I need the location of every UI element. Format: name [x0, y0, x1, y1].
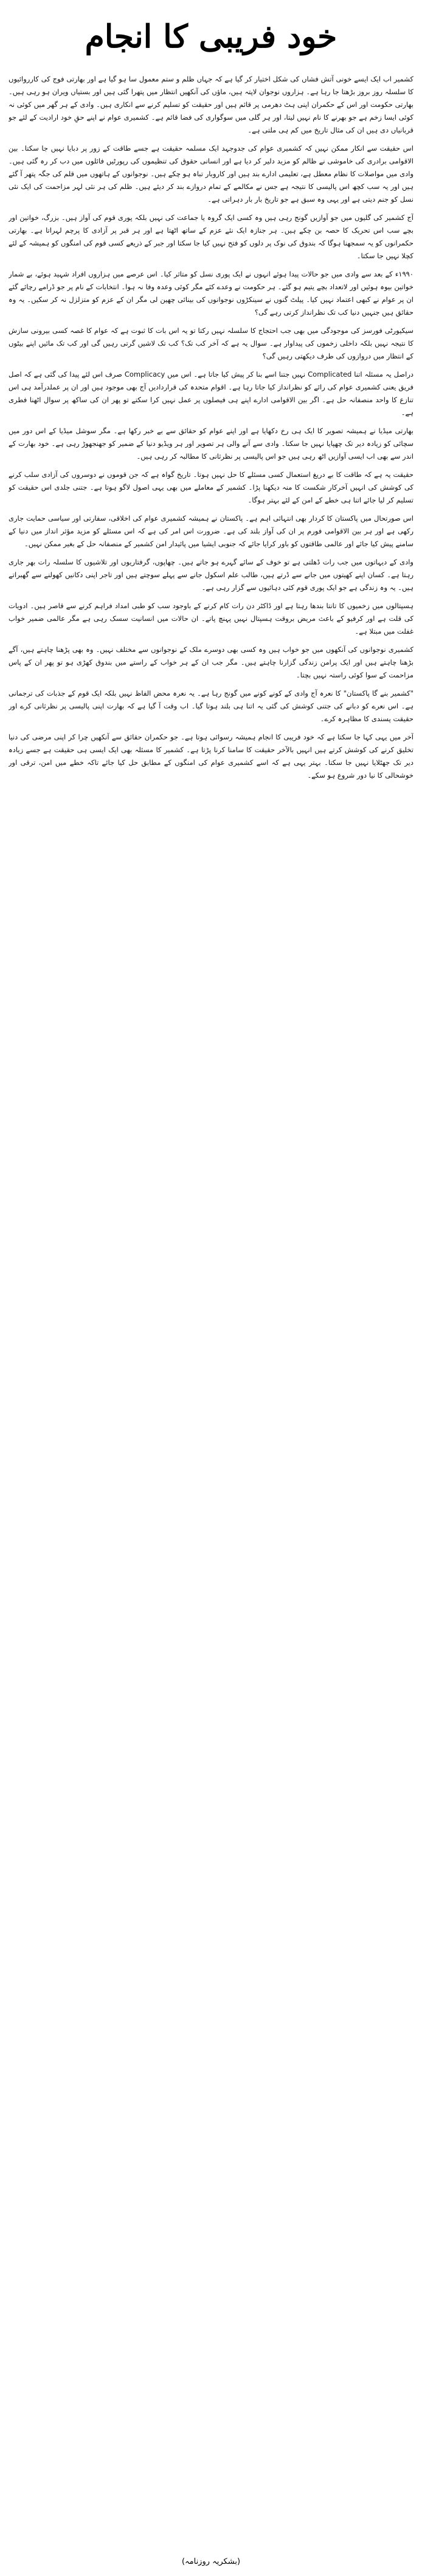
article-paragraph: وادی کے دیہاتوں میں جب رات ڈھلتی ہے تو خوف کے سائے گہرے ہو جاتے ہیں۔ چھاپوں، گرفتاریوں اور تلاشیوں کا سلسلہ رات بھر جاری رہتا ہے۔ کسان اپنے کھیتوں میں جانے سے ڈرتے ہیں، طالب علم اسکول جانے سے پہلے سوچتے ہیں اور تاجر اپنی دکانیں کھولنے سے گھبراتے ہیں۔ یہ وہ زندگی ہے جو ایک پوری قوم کئی دہائیوں سے گزار رہی ہے۔	[9, 558, 413, 592]
article-paragraph: دراصل یہ مسئلہ اتنا Complicated نہیں جتنا اسے بنا کر پیش کیا جاتا ہے۔ اس میں Complicacy صرف اس لئے پیدا کی گئی ہے کہ اصل فریق یعنی کشمیری عوام کی رائے کو نظرانداز کیا جاتا رہا ہے۔ اقوام متحدہ کی قراردادیں آج بھی موجود ہیں اور ان پر عملدرآمد ہی اس تنازع کا واحد منصفانہ حل ہے۔ اگر بین الاقوامی ادارے اپنے ہی فیصلوں پر عمل نہیں کرا سکتے تو پھر ان کی ساکھ پر سوال اٹھنا فطری ہے۔	[9, 370, 413, 417]
headline-area	[0, 6, 422, 67]
article-paragraph: سیکیورٹی فورسز کی موجودگی میں بھی جب احتجاج کا سلسلہ نہیں رکتا تو یہ اس بات کا ثبوت ہے کہ عوام کا غصہ کسی بیرونی سازش کا نتیجہ نہیں بلکہ داخلی زخموں کی پیداوار ہے۔ سوال یہ ہے کہ آخر کب تک؟ کب تک لاشیں گرتی رہیں گی اور کب تک مائیں اپنے بیٹوں کے انتظار میں دروازوں کی طرف دیکھتی رہیں گی؟	[9, 326, 413, 360]
article-paragraph: کشمیر اب ایک ایسے خونی آتش فشاں کی شکل اختیار کر گیا ہے کہ جہاں ظلم و ستم معمول سا ہو گیا ہے اور بھارتی فوج کی کارروائیوں کا سلسلہ روز بروز بڑھتا جا رہا ہے۔ ہزاروں نوجوان لاپتہ ہیں، ماؤں کی آنکھیں انتظار میں پتھرا گئی ہیں اور بستیاں ویران ہو رہی ہیں۔ بھارتی حکومت اور اس کے حکمران اپنی ہٹ دھرمی پر قائم ہیں اور حقیقت کو تسلیم کرنے سے انکاری ہیں۔ وادی کے ہر گھر میں کوئی نہ کوئی ایسا زخم ہے جو بھرنے کا نام نہیں لیتا، اور ہر گلی میں سوگواری کی فضا قائم ہے۔ کشمیری عوام نے اپنے حقِ خود ارادیت کے لئے جو قربانیاں دی ہیں ان کی مثال تاریخ میں کم ہی ملتی ہے۔	[9, 75, 413, 134]
article-paragraph: آج کشمیر کی گلیوں میں جو آوازیں گونج رہی ہیں وہ کسی ایک گروہ یا جماعت کی نہیں بلکہ پوری قوم کی آواز ہیں۔ بزرگ، خواتین اور بچے سب اس تحریک کا حصہ بن چکے ہیں۔ ہر جنازہ ایک نئے عزم کے ساتھ اٹھتا ہے اور ہر قبر پر آزادی کا پرچم لہراتا ہے۔ بھارتی حکمرانوں کو یہ سمجھنا ہوگا کہ بندوق کی نوک پر دلوں کو فتح نہیں کیا جا سکتا اور جبر کے ذریعے کسی قوم کی امنگوں کو ہمیشہ کے لئے کچلا نہیں جا سکتا۔	[9, 213, 413, 260]
article-paragraph: ۱۹۹۰ء کے بعد سے وادی میں جو حالات پیدا ہوئے انہوں نے ایک پوری نسل کو متاثر کیا۔ اس عرصے میں ہزاروں افراد شہید ہوئے، بے شمار خواتین بیوہ ہوئیں اور لاتعداد بچے یتیم ہو گئے۔ ہر حکومت نے وعدے کئے مگر کوئی وعدہ وفا نہ ہوا۔ انتخابات کے نام پر جو ڈرامے رچائے گئے ان پر عوام نے کبھی اعتماد نہیں کیا۔ پیلٹ گنوں نے سینکڑوں نوجوانوں کی بینائی چھین لی مگر ان کے عزم کو متزلزل نہ کر سکیں۔ یہ وہ حقائق ہیں جنہیں دنیا کب تک نظرانداز کرتی رہے گی؟	[9, 270, 413, 317]
article-paragraph: "کشمیر بنے گا پاکستان" کا نعرہ آج وادی کے کونے کونے میں گونج رہا ہے۔ یہ نعرہ محض الفاظ نہیں بلکہ ایک قوم کے جذبات کی ترجمانی ہے۔ اس نعرے کو دبانے کی جتنی کوشش کی گئی یہ اتنا ہی بلند ہوتا گیا۔ اب وقت آ گیا ہے کہ بھارت اپنی پالیسی پر نظرثانی کرے اور حقیقت پسندی کا مظاہرہ کرے۔	[9, 689, 413, 723]
article-paragraph: اس حقیقت سے انکار ممکن نہیں کہ کشمیری عوام کی جدوجہد ایک مسلمہ حقیقت ہے جسے طاقت کے زور پر دبایا نہیں جا سکتا۔ بین الاقوامی برادری کی خاموشی نے ظالم کو مزید دلیر کر دیا ہے اور انسانی حقوق کی تنظیموں کی رپورٹیں فائلوں میں دب کر رہ گئی ہیں۔ وادی میں مواصلات کا نظام معطل ہے، تعلیمی ادارے بند ہیں اور کاروبار تباہ ہو چکے ہیں۔ نوجوانوں کے ہاتھوں میں قلم کی جگہ پتھر آ گئے ہیں اور یہ سب کچھ اس پالیسی کا نتیجہ ہے جس نے مکالمے کے تمام دروازے بند کر دیئے ہیں۔ ظلم کی ہر نئی لہر مزاحمت کی ایک نئی نسل کو جنم دیتی ہے اور یہی وہ سبق ہے جو تاریخ بار بار دہراتی ہے۔	[9, 144, 413, 204]
article-paragraph: حقیقت یہ ہے کہ طاقت کا بے دریغ استعمال کسی مسئلے کا حل نہیں ہوتا۔ تاریخ گواہ ہے کہ جن قوموں نے دوسروں کی آزادی سلب کرنے کی کوشش کی انہیں آخرکار شکست کا منہ دیکھنا پڑا۔ کشمیر کے معاملے میں بھی یہی اصول لاگو ہوتا ہے۔ جتنی جلدی اس حقیقت کو تسلیم کر لیا جائے اتنا ہی خطے کے امن کے لئے بہتر ہوگا۔	[9, 470, 413, 504]
article-body	[9, 73, 413, 2533]
article-paragraph: ہسپتالوں میں زخمیوں کا تانتا بندھا رہتا ہے اور ڈاکٹر دن رات کام کرنے کے باوجود سب کو طبی امداد فراہم کرنے سے قاصر ہیں۔ ادویات کی قلت ہے اور کرفیو کے باعث مریض بروقت ہسپتال نہیں پہنچ پاتے۔ ان حالات میں انسانیت سسک رہی ہے مگر عالمی ضمیر خواب غفلت میں مبتلا ہے۔	[9, 601, 413, 635]
article-byline: (بشکریہ روزنامہ)	[181, 2557, 241, 2566]
article-paragraph: اس صورتحال میں پاکستان کا کردار بھی انتہائی اہم ہے۔ پاکستان نے ہمیشہ کشمیری عوام کی اخلاقی، سفارتی اور سیاسی حمایت جاری رکھی ہے اور ہر بین الاقوامی فورم پر ان کی آواز بلند کی ہے۔ ضرورت اس امر کی ہے کہ اس مسئلے کو مزید مؤثر انداز میں دنیا کے سامنے پیش کیا جائے اور عالمی طاقتوں کو باور کرایا جائے کہ جنوبی ایشیا میں پائیدار امن کشمیر کے منصفانہ حل کے بغیر ممکن نہیں۔	[9, 514, 413, 548]
article-paragraph: بھارتی میڈیا نے ہمیشہ تصویر کا ایک ہی رخ دکھایا ہے اور اپنے عوام کو حقائق سے بے خبر رکھا ہے۔ مگر سوشل میڈیا کے اس دور میں سچائی کو زیادہ دیر تک چھپایا نہیں جا سکتا۔ وادی سے آنے والی ہر تصویر اور ہر ویڈیو دنیا کے ضمیر کو جھنجھوڑ رہی ہے۔ خود بھارت کے اندر سے بھی اب ایسی آوازیں اٹھ رہی ہیں جو اس پالیسی پر نظرثانی کا مطالبہ کر رہی ہیں۔	[9, 426, 413, 461]
article-paragraph: کشمیری نوجوانوں کی آنکھوں میں جو خواب ہیں وہ کسی بھی دوسرے ملک کے نوجوانوں سے مختلف نہیں۔ وہ بھی پڑھنا چاہتے ہیں، آگے بڑھنا چاہتے ہیں اور ایک پرامن زندگی گزارنا چاہتے ہیں۔ مگر جب ان کے ہر خواب کے راستے میں بندوق کھڑی ہو تو پھر ان کے پاس مزاحمت کے سوا کوئی راستہ نہیں بچتا۔	[9, 645, 413, 679]
article-title: خود فریبی کا انجام	[85, 18, 337, 55]
article-paragraph: آخر میں یہی کہا جا سکتا ہے کہ خود فریبی کا انجام ہمیشہ رسوائی ہوتا ہے۔ جو حکمران حقائق سے آنکھیں چرا کر اپنی مرضی کی دنیا تخلیق کرنے کی کوشش کرتے ہیں انہیں بالآخر حقیقت کا سامنا کرنا پڑتا ہے۔ کشمیر کا مسئلہ بھی ایک ایسی ہی حقیقت ہے جسے زیادہ دیر تک جھٹلایا نہیں جا سکتا۔ بہتر یہی ہے کہ اسے کشمیری عوام کی امنگوں کے مطابق حل کیا جائے تاکہ خطے میں امن، ترقی اور خوشحالی کا نیا دور شروع ہو سکے۔	[9, 733, 413, 779]
